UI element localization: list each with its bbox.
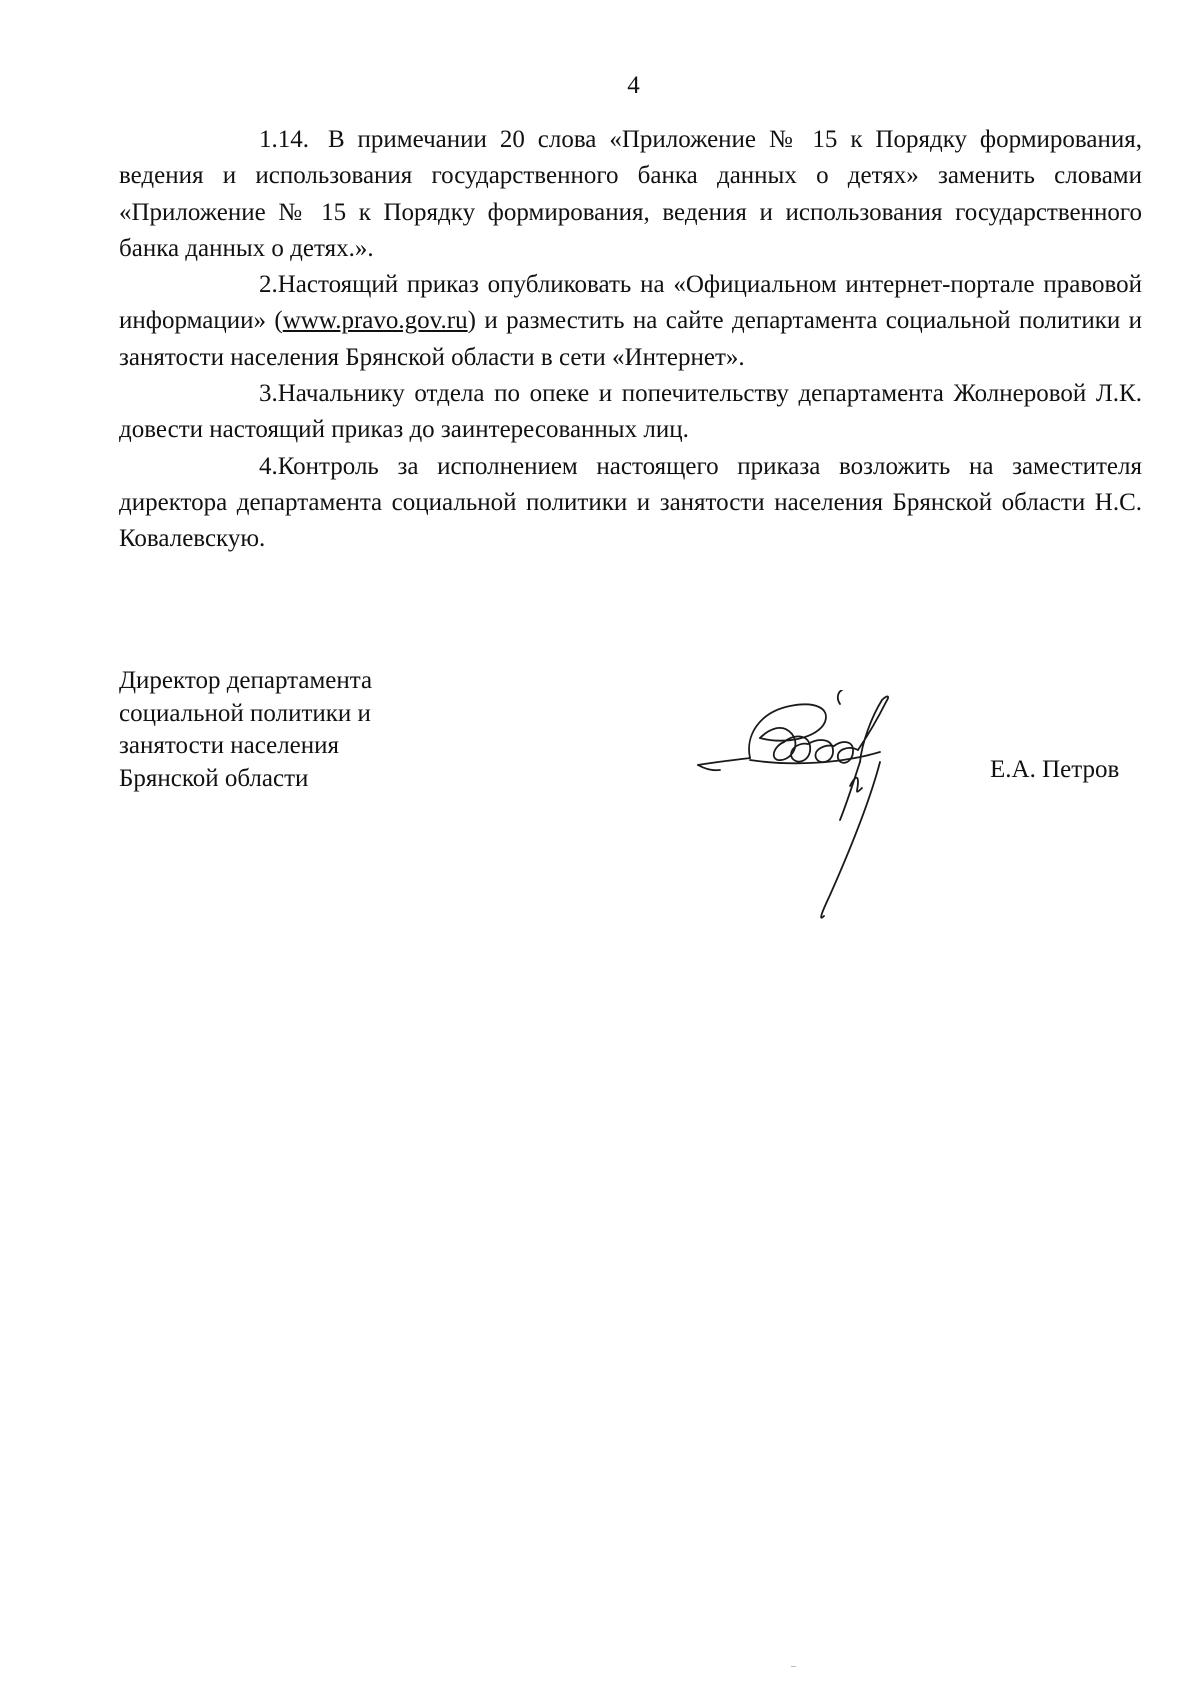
page-number: 4: [627, 72, 640, 99]
paragraph-text: Контроль за исполнением настоящего приказа возложить на заместителя директора департамента социальной политики и занятости населения Брянской области Н.С. Ковалевскую.: [119, 452, 1142, 553]
paragraph-text: В примечании 20 слова «Приложение № 15 к Порядку формирования, ведения и использования государственного банка данных о детях» заменить словами «Приложение № 15 к Порядку формирования, ведения и использования государственного банка данных о детях.».: [119, 126, 1143, 262]
signer-position-line: занятости населения: [119, 732, 340, 759]
paragraph-text: Начальнику отдела по опеке и попечительству департамента Жолнеровой Л.К. довести настоящий приказ до заинтересованных лиц.: [119, 380, 1142, 444]
signer-name: Е.А. Петров: [990, 756, 1120, 783]
scan-artifact: [791, 1666, 796, 1667]
signer-position-line: Брянской области: [119, 764, 309, 792]
paragraph-number: 1.14.: [259, 126, 309, 153]
paragraph-3: [119, 376, 1142, 449]
paragraph-number: 4.: [259, 452, 278, 480]
signer-position-line: Директор департамента: [119, 667, 373, 694]
paragraph-number: 3.: [259, 380, 278, 408]
signer-position-line: социальной политики и: [119, 699, 371, 727]
document-body: [119, 122, 1142, 558]
paragraph-2: [119, 267, 1142, 376]
paragraph-1-14: [119, 122, 1142, 267]
handwritten-signature: [690, 690, 960, 930]
paragraph-number: 2.: [259, 271, 278, 299]
paragraph-text: Настоящий приказ опубликовать на «Официальном интернет-портале правовой информации» (: [119, 271, 1142, 335]
paragraph-4: [119, 449, 1142, 558]
paragraph-text-continued: ) и разместить на сайте департамента социальной политики и занятости населения Брянской области в сети «Интернет».: [119, 307, 1142, 371]
signer-position: [119, 665, 499, 795]
pravo-link[interactable]: www.pravo.gov.ru: [282, 307, 468, 335]
